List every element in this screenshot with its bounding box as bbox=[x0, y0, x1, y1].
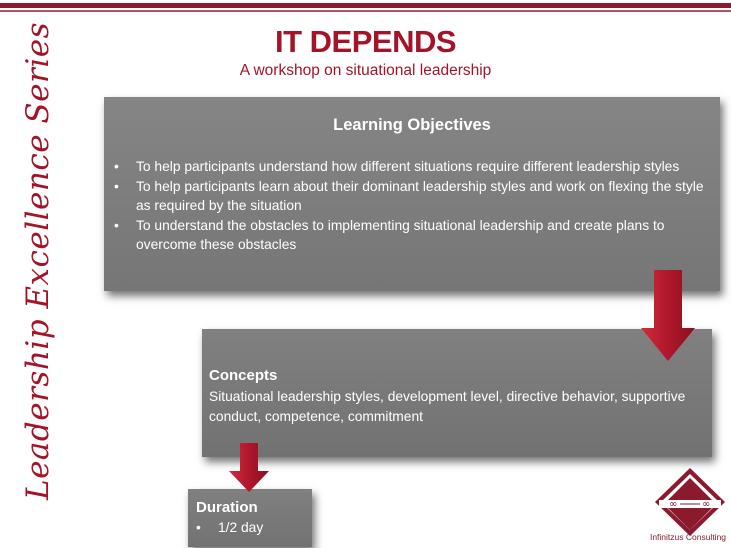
bullet-icon: • bbox=[114, 217, 119, 233]
top-border-thin-line bbox=[0, 10, 731, 12]
arrow-down-icon bbox=[640, 270, 696, 362]
learning-objectives-box bbox=[104, 97, 720, 291]
concepts-text: Situational leadership styles, development level, directive behavior, supportive conduct, competence, commitment bbox=[209, 389, 686, 424]
bullet-icon: • bbox=[114, 159, 119, 174]
bullet-icon: • bbox=[114, 178, 119, 194]
objective-item bbox=[112, 216, 712, 255]
page-subtitle: A workshop on situational leadership bbox=[239, 62, 492, 79]
objectives-list bbox=[112, 157, 712, 255]
objective-text: To help participants understand how different situations require different leadership styles bbox=[136, 159, 680, 174]
top-border bbox=[0, 0, 731, 14]
page-title: IT DEPENDS bbox=[274, 24, 457, 59]
concepts-title: Concepts bbox=[209, 367, 278, 384]
learning-objectives-title: Learning Objectives bbox=[333, 116, 491, 134]
bullet-icon: • bbox=[196, 520, 201, 535]
duration-item bbox=[196, 520, 263, 535]
duration-value: 1/2 day bbox=[218, 520, 264, 535]
company-name: Infinitzus Consulting bbox=[649, 532, 727, 542]
objective-text: To understand the obstacles to implementing situational leadership and create plans to overcome these obstacles bbox=[136, 217, 665, 252]
duration-box bbox=[188, 489, 312, 547]
svg-text:∞: ∞ bbox=[669, 499, 678, 510]
duration-title: Duration bbox=[196, 499, 258, 516]
objective-text: To help participants learn about their dominant leadership styles and work on flexing the style as required by the situation bbox=[136, 178, 704, 213]
concepts-box bbox=[202, 329, 712, 457]
arrow-down-icon bbox=[228, 443, 270, 493]
series-side-title: Leadership Excellence Series bbox=[20, 21, 56, 500]
svg-text:∞: ∞ bbox=[702, 499, 711, 510]
objective-item bbox=[112, 157, 712, 177]
objective-item bbox=[112, 177, 712, 216]
top-border-line bbox=[0, 3, 731, 8]
